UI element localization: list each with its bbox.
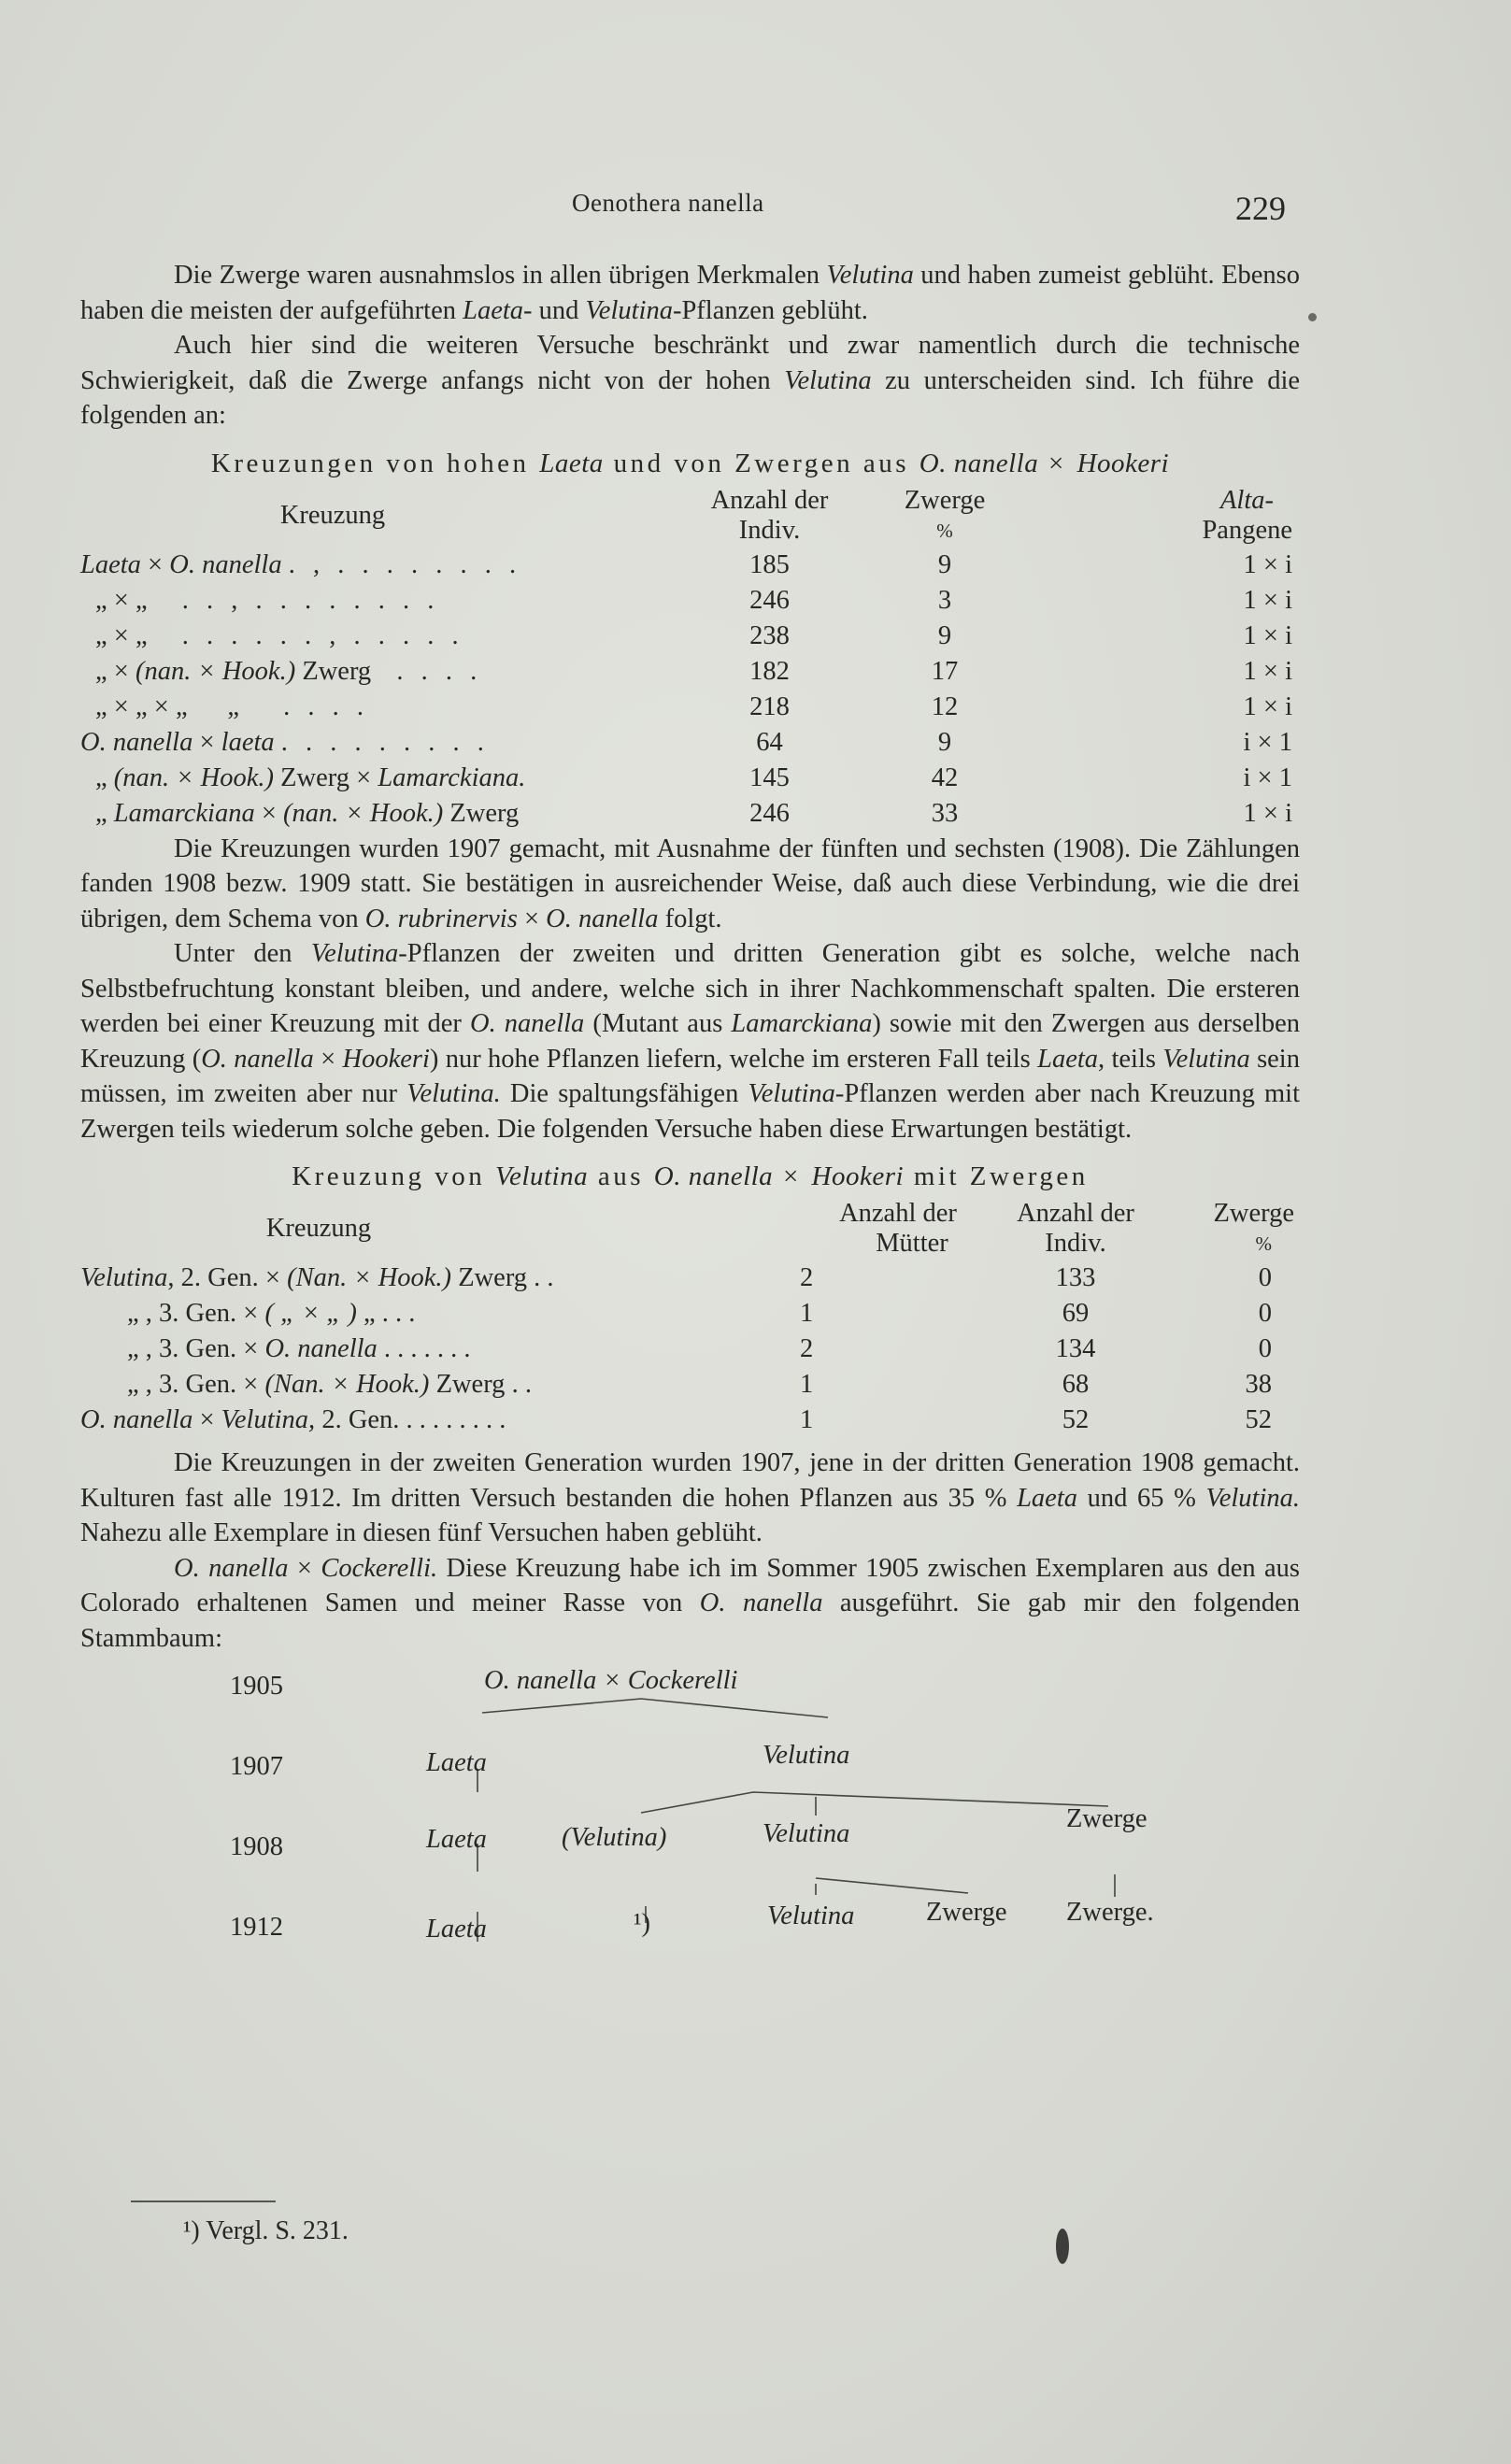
table-row: „ , 3. Gen. × ( „ × „ ) „ . . . 1 69 0 bbox=[127, 1299, 1272, 1329]
table-1 bbox=[80, 486, 1300, 832]
table-row: O. nanella × Velutina, 2. Gen. . . . . . . . . 1 52 52 bbox=[80, 1405, 1272, 1435]
page-body bbox=[80, 258, 1300, 2016]
table-row: O. nanella × laeta . . . . . . . . . 64 9 i × 1 bbox=[80, 727, 1292, 757]
tree-node: Zwerge bbox=[926, 1898, 1007, 1927]
table-1-caption: Kreuzungen von hohen Laeta und von Zwergen aus O. nanella × Hookeri bbox=[210, 448, 1170, 478]
table-2-header bbox=[80, 1199, 1300, 1260]
table-row: „ × „ . . , . . . . . . . . 246 3 1 × i bbox=[95, 585, 1292, 615]
paragraph-3: Die Kreuzungen wurden 1907 gemacht, mit Ausnahme der fünften und sechsten (1908). Die Zählungen fanden 1908 bezw. 1909 statt. Sie bestätigen in ausreichender Weise, daß auch diese Verbindung, wie die drei übrigen, dem Schema von O. rubrinervis × O. nanella folgt. bbox=[80, 833, 1300, 933]
tree-node: Laeta bbox=[426, 1915, 487, 1944]
paragraph-1: Die Zwerge waren ausnahmslos in allen übrigen Merkmalen Velutina und haben zumeist geblüht. Ebenso haben die meisten der aufgeführten Laeta- und Velutina-Pflanzen geblüht. bbox=[80, 261, 1300, 325]
year-label: 1905 bbox=[230, 1672, 283, 1701]
paragraph-4: Unter den Velutina-Pflanzen der zweiten und dritten Generation gibt es solche, welche nach Selbstbefruchtung konstant bleiben, und andere, welche sich in ihrer Nachkommenschaft spalten. Die ersteren werden bei einer Kreuzung mit der O. nanella (Mutant aus Lamarckiana) sowie mit den Zwergen aus derselben Kreuzung (O. nanella × Hookeri) nur hohe Pflanzen liefern, welche im ersteren Fall teils Laeta, teils Velutina sein müssen, im zweiten aber nur Velutina. Die spaltungsfähigen Velutina-Pflanzen werden aber nach Kreuzung mit Zwergen teils wiederum solche geben. Die folgenden Versuche haben diese Erwartungen bestätigt. bbox=[80, 939, 1301, 1144]
table-row: „ × „ . . . . . . , . . . . . 238 9 1 × i bbox=[95, 620, 1292, 650]
page-header bbox=[0, 189, 1511, 235]
tree-node: Laeta bbox=[426, 1825, 487, 1854]
column-header-zwerge: Zwerge % bbox=[904, 485, 986, 542]
table-row: „ × (nan. × Hook.) Zwerg . . . . 182 17 1 × i bbox=[95, 656, 1292, 686]
tree-node: Zwerge. bbox=[1066, 1898, 1154, 1927]
table-row: „ , 3. Gen. × (Nan. × Hook.) Zwerg . . 1 68 38 bbox=[127, 1370, 1272, 1400]
table-row: „ Lamarckiana × (nan. × Hook.) Zwerg 246 33 1 × i bbox=[95, 798, 1292, 828]
footnote-ref: ¹) bbox=[634, 1909, 651, 1938]
year-label: 1907 bbox=[230, 1752, 283, 1781]
column-header-muetter: Anzahl der Mütter bbox=[839, 1199, 957, 1258]
paragraph-5: Die Kreuzungen in der zweiten Generation wurden 1907, jene in der dritten Generation 1908 gemacht. Kulturen fast alle 1912. Im dritten Versuch bestanden die hohen Pflanzen aus 35 % Laeta und 65 % Velutina. Nahezu alle Exemplare in diesen fünf Versuchen haben geblüht. bbox=[80, 1448, 1300, 1547]
column-header-indiv: Anzahl der Indiv. bbox=[1017, 1199, 1134, 1258]
tree-node: Velutina bbox=[763, 1741, 850, 1770]
table-row: Laeta × O. nanella . , . . . . . . . . 185 9 1 × i bbox=[80, 549, 1292, 579]
year-label: 1908 bbox=[230, 1832, 283, 1861]
table-row: „ , 3. Gen. × O. nanella . . . . . . . 2 134 0 bbox=[127, 1334, 1272, 1364]
paragraph-2: Auch hier sind die weiteren Versuche beschränkt und zwar namentlich durch die technische Schwierigkeit, daß die Zwerge anfangs nicht von der hohen Velutina zu unterscheiden sind. Ich führe die folgenden an: bbox=[80, 331, 1301, 430]
pedigree-tree bbox=[80, 1661, 1300, 2016]
tree-node: Laeta bbox=[426, 1748, 487, 1777]
column-header-anzahl: Anzahl der Indiv. bbox=[710, 485, 829, 545]
paragraph-6: O. nanella × Cockerelli. Diese Kreuzung habe ich im Sommer 1905 zwischen Exemplaren aus den aus Colorado erhaltenen Samen und meiner Rasse von O. nanella ausgeführt. Sie gab mir den folgenden Stammbaum: bbox=[80, 1553, 1300, 1653]
footnote-rule bbox=[131, 2201, 276, 2202]
year-label: 1912 bbox=[230, 1913, 283, 1942]
table-2-caption: Kreuzung von Velutina aus O. nanella × Hookeri mit Zwergen bbox=[292, 1161, 1089, 1191]
footnote: ¹) Vergl. S. 231. bbox=[183, 2216, 349, 2245]
column-header-zwerge: Zwerge % bbox=[1213, 1199, 1294, 1255]
table-2 bbox=[80, 1199, 1300, 1438]
column-header-kreuzung: Kreuzung bbox=[265, 1214, 372, 1243]
ink-speck bbox=[1308, 313, 1317, 321]
tree-node: Velutina bbox=[763, 1819, 850, 1848]
tree-node: Velutina bbox=[767, 1901, 855, 1930]
running-title: Oenothera nanella bbox=[572, 189, 764, 217]
table-row: Velutina, 2. Gen. × (Nan. × Hook.) Zwerg . . 2 133 0 bbox=[80, 1263, 1272, 1293]
tree-root: O. nanella × Cockerelli bbox=[484, 1666, 738, 1695]
column-header-alta-pangene: Alta- Pangene bbox=[1202, 485, 1292, 545]
tree-node: (Velutina) bbox=[562, 1823, 667, 1852]
table-row: „ (nan. × Hook.) Zwerg × Lamarckiana. 145 42 i × 1 bbox=[95, 762, 1292, 792]
table-row: „ × „ × „ „ . . . . 218 12 1 × i bbox=[95, 691, 1292, 721]
page-number: 229 bbox=[1235, 190, 1286, 227]
tree-node: Zwerge bbox=[1066, 1804, 1148, 1833]
ink-blot bbox=[1056, 2229, 1069, 2264]
column-header-kreuzung: Kreuzung bbox=[279, 500, 386, 530]
table-1-header bbox=[80, 486, 1300, 548]
